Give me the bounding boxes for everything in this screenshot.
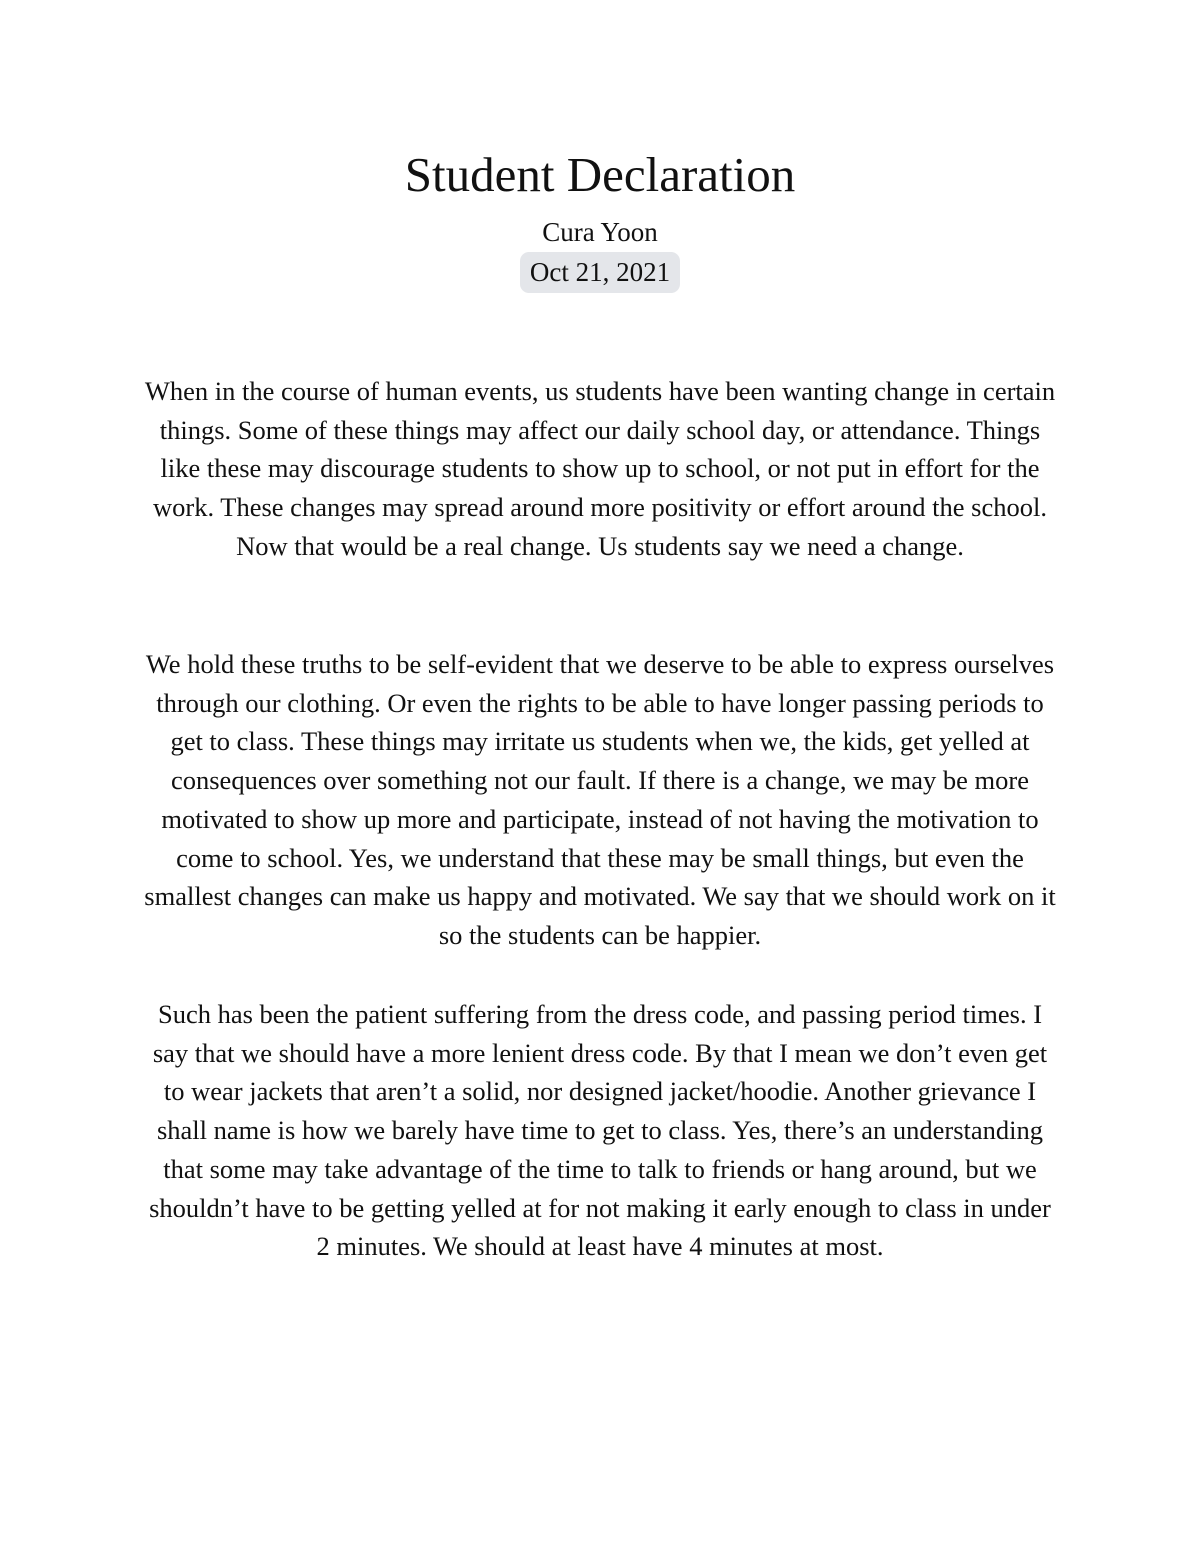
paragraph-3: Such has been the patient suffering from the dress code, and passing period times. I say that we should have a more lenient dress code. By that I mean we don’t even get to wear jackets that aren’t a solid, nor designed jacket/hoodie. Another grievance I shall name is how we barely have time to get to class. Yes, there’s an understanding that some may take advantage of the time to talk to friends or hang around, but we shouldn’t have to be getting yelled at for not making it early enough to class in under 2 minutes. We should at least have 4 minutes at most. <box>149 999 1051 1262</box>
author-name: Cura Yoon <box>542 217 658 247</box>
paragraph-1: When in the course of human events, us students have been wanting change in certain things. Some of these things may affect our daily school day, or attendance. Things like these may discourage students to show up to school, or not put in effort for the work. These changes may spread around more positivity or effort around the school. Now that would be a real change. Us students say we need a change. <box>144 376 1056 561</box>
date-chip[interactable]: Oct 21, 2021 <box>520 252 680 293</box>
document-title: Student Declaration <box>404 147 796 202</box>
date-row <box>0 252 1200 293</box>
paragraph-2: We hold these truths to be self-evident that we deserve to be able to express ourselves through our clothing. Or even the rights to be able to have longer passing periods to get to class. These things may irritate us students when we, the kids, get yelled at consequences over something not our fault. If there is a change, we may be more motivated to show up more and participate, instead of not having the motivation to come to school. Yes, we understand that these may be small things, but even the smallest changes can make us happy and motivated. We say that we should work on it so the students can be happier. <box>144 649 1056 950</box>
